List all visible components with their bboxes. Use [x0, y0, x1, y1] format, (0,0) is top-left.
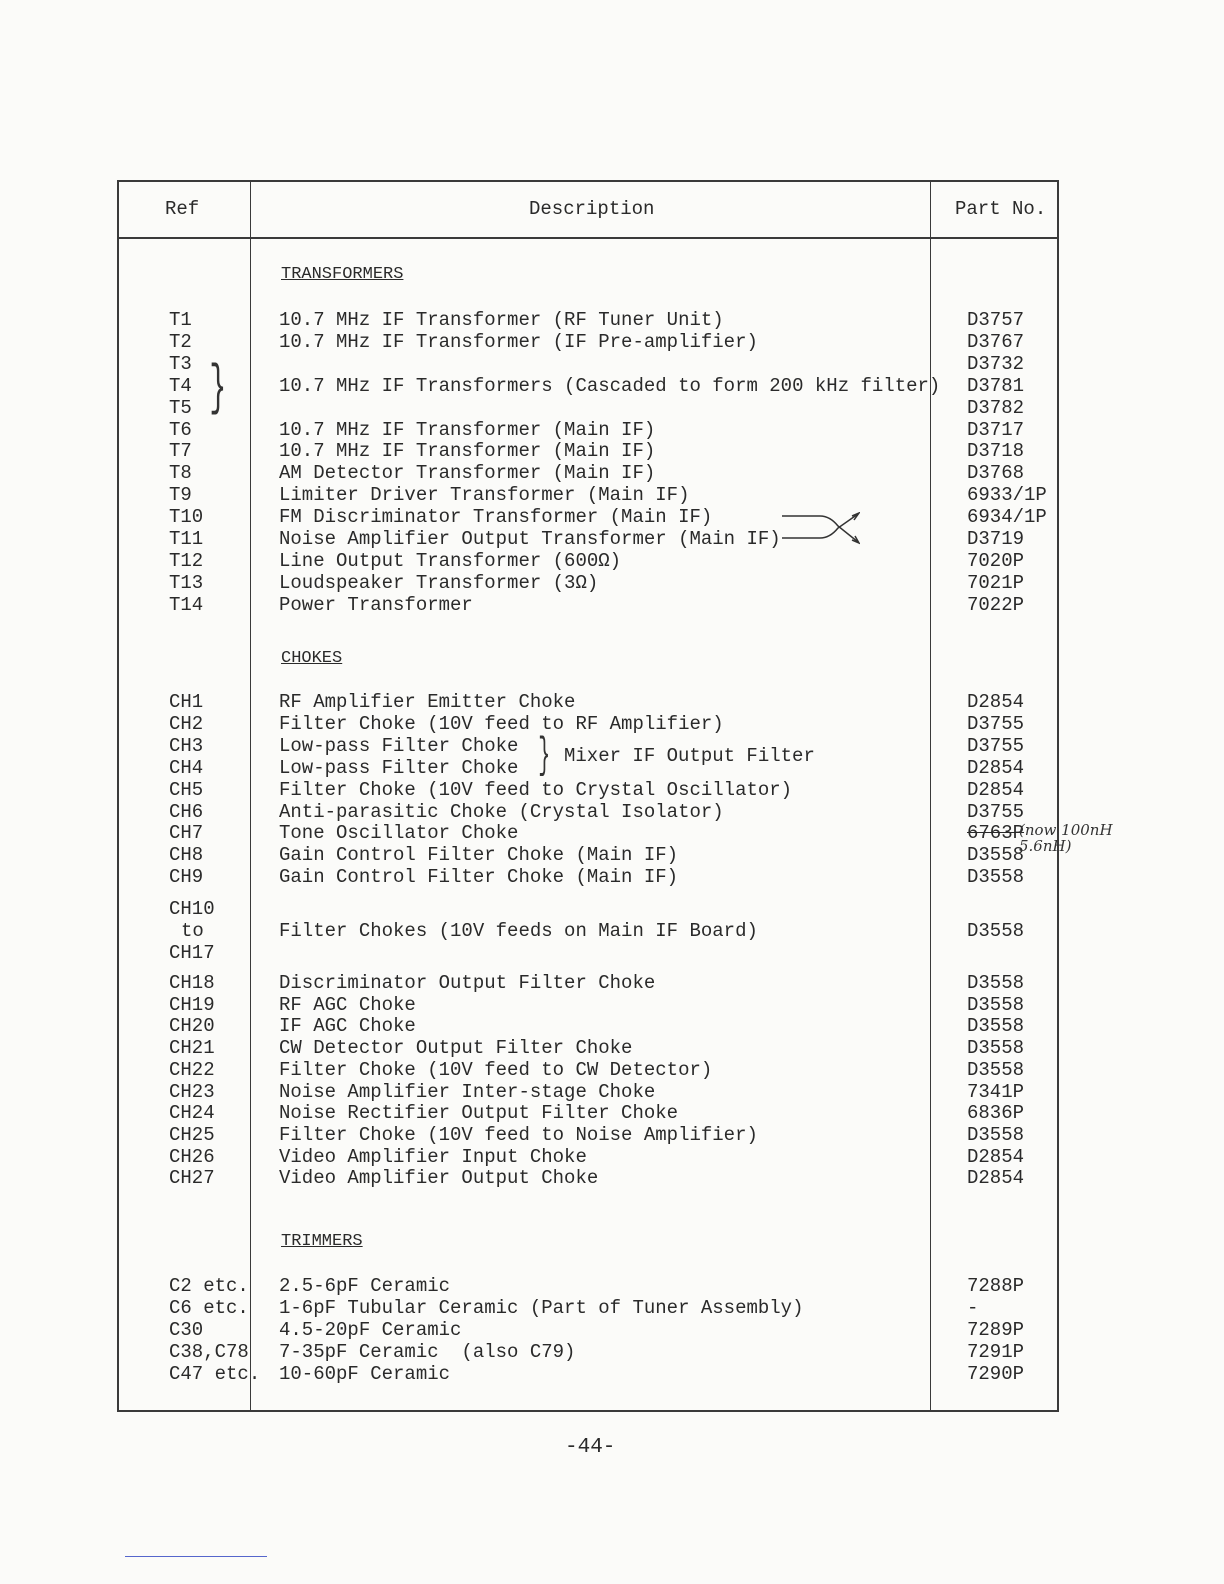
table-row [119, 1319, 1057, 1341]
cell-part: 7341P [967, 1080, 1025, 1103]
cell-part: D2854 [967, 756, 1025, 779]
cell-ref: CH8 [169, 844, 204, 867]
cell-desc: RF AGC Choke [279, 993, 416, 1016]
cell-desc: Tone Oscillator Choke [279, 822, 519, 845]
table-row [119, 779, 1057, 801]
cell-desc: Noise Amplifier Output Transformer (Main IF) [279, 528, 781, 550]
cell-desc: RF Amplifier Emitter Choke [279, 691, 576, 713]
cell-ref: CH6 [169, 800, 204, 823]
table-row [119, 844, 1057, 866]
table-row [119, 462, 1057, 484]
cell-desc: AM Detector Transformer (Main IF) [279, 462, 656, 485]
cell-desc: Anti-parasitic Choke (Crystal Isolator) [279, 800, 724, 823]
cell-desc: Discriminator Output Filter Choke [279, 972, 656, 994]
mixer-filter-note: Mixer IF Output Filter [564, 745, 815, 767]
cell-desc: CW Detector Output Filter Choke [279, 1037, 633, 1060]
cell-part: D3717 [967, 418, 1025, 441]
section-trimmers: TRIMMERS [281, 1232, 363, 1251]
table-row [119, 1275, 1057, 1297]
header-divider [119, 237, 1057, 239]
cell-desc: 10.7 MHz IF Transformers (Cascaded to form 200 kHz filter) [279, 374, 941, 397]
cell-part: D2854 [967, 691, 1025, 713]
swap-arrows-icon [780, 512, 860, 552]
cell-ref: T10 [169, 506, 204, 529]
footer-rule [125, 1556, 267, 1557]
table-row [119, 1167, 1057, 1189]
cell-desc: IF AGC Choke [279, 1015, 416, 1038]
cell-desc: 10-60pF Ceramic [279, 1362, 451, 1385]
cell-part: 6934/1P [967, 506, 1047, 529]
cell-part: D3558 [967, 993, 1025, 1016]
cell-ref: T2 [169, 330, 192, 353]
cell-ref: CH21 [169, 1037, 215, 1060]
cell-desc: Video Amplifier Output Choke [279, 1167, 599, 1190]
table-row [119, 972, 1057, 994]
cell-desc: Filter Choke (10V feed to CW Detector) [279, 1058, 713, 1081]
cell-part: D3782 [967, 396, 1025, 419]
cell-part: D3768 [967, 462, 1025, 485]
brace-t3-t5: } [209, 356, 227, 420]
cell-part: 6933/1P [967, 484, 1047, 507]
cell-ref: T13 [169, 571, 204, 594]
table-row [119, 1102, 1057, 1124]
cell-ref: CH4 [169, 756, 204, 779]
cell-ref: T12 [169, 549, 204, 572]
cell-desc: Loudspeaker Transformer (3Ω) [279, 571, 599, 594]
table-row [119, 506, 1057, 528]
cell-ref: C47 etc. [169, 1362, 261, 1385]
cell-ref: C2 etc. [169, 1275, 249, 1297]
cell-ref: T14 [169, 593, 204, 616]
cell-desc: Low-pass Filter Choke [279, 756, 519, 779]
cell-part: D3755 [967, 800, 1025, 823]
cell-part: D3781 [967, 374, 1025, 397]
table-row [119, 440, 1057, 462]
cell-part: D3767 [967, 330, 1025, 353]
cell-desc: Filter Choke (10V feed to Crystal Oscillator) [279, 778, 793, 801]
cell-ref: T4 [169, 374, 192, 397]
cell-ref: CH27 [169, 1167, 215, 1190]
table-row [119, 572, 1057, 594]
cell-part: D3558 [967, 1123, 1025, 1146]
cell-part: 6836P [967, 1102, 1025, 1125]
cell-part: D3719 [967, 528, 1025, 550]
table-row [119, 713, 1057, 735]
cell-part: 6763P [967, 822, 1025, 845]
table-row [119, 691, 1057, 713]
cell-ref: CH26 [169, 1145, 215, 1168]
table-row [119, 309, 1057, 331]
group-desc: Filter Chokes (10V feeds on Main IF Board) D3558 [279, 920, 1025, 942]
cell-desc: 10.7 MHz IF Transformer (IF Pre-amplifier) [279, 330, 758, 353]
table-row [119, 331, 1057, 353]
table-row [119, 419, 1057, 441]
header-part-no: Part No. [955, 198, 1047, 220]
cell-part: D2854 [967, 1145, 1025, 1168]
parts-table [117, 180, 1113, 1412]
cell-part: D3558 [967, 866, 1025, 889]
cell-desc: Limiter Driver Transformer (Main IF) [279, 484, 690, 507]
table-row [119, 1124, 1057, 1146]
table-row [119, 994, 1057, 1016]
cell-desc: Gain Control Filter Choke (Main IF) [279, 844, 679, 867]
cell-desc: Gain Control Filter Choke (Main IF) [279, 866, 679, 889]
table-row [119, 801, 1057, 823]
header-ref: Ref [165, 198, 200, 220]
page-number: -44- [565, 1436, 616, 1459]
cell-part: D3558 [967, 1037, 1025, 1060]
cell-ref: C30 [169, 1318, 204, 1341]
section-transformers: TRANSFORMERS [281, 265, 404, 284]
cell-part: D3558 [967, 1015, 1025, 1038]
table-row [119, 1341, 1057, 1363]
cell-part: - [967, 1296, 979, 1319]
group-ref-mid: to [181, 920, 204, 942]
cell-ref: T8 [169, 462, 192, 485]
cell-ref: T11 [169, 528, 204, 550]
cell-part: 7288P [967, 1275, 1025, 1297]
cell-desc: 10.7 MHz IF Transformer (Main IF) [279, 418, 656, 441]
cell-part: D3755 [967, 712, 1025, 735]
cell-part: D3558 [967, 1058, 1025, 1081]
table-row [119, 1081, 1057, 1103]
cell-desc: Power Transformer [279, 593, 473, 616]
group-ref-top: CH10 [169, 898, 215, 920]
cell-part: 7021P [967, 571, 1025, 594]
table-row [119, 353, 1057, 375]
cell-ref: CH1 [169, 691, 204, 713]
cell-part: D3757 [967, 309, 1025, 331]
cell-ref: T3 [169, 352, 192, 375]
cell-desc: 10.7 MHz IF Transformer (RF Tuner Unit) [279, 309, 724, 331]
table-row [119, 1059, 1057, 1081]
cell-ref: T9 [169, 484, 192, 507]
cell-part: D2854 [967, 1167, 1025, 1190]
cell-ref: T5 [169, 396, 192, 419]
table-row [119, 1363, 1057, 1385]
cell-desc: 2.5-6pF Ceramic [279, 1275, 451, 1297]
cell-part: D3558 [967, 844, 1025, 867]
table-row [119, 528, 1057, 550]
cell-ref: CH20 [169, 1015, 215, 1038]
cell-desc: 7-35pF Ceramic (also C79) [279, 1340, 576, 1363]
table-row [119, 1146, 1057, 1168]
cell-desc: Low-pass Filter Choke [279, 734, 519, 757]
cell-desc: Filter Choke (10V feed to Noise Amplifier) [279, 1123, 758, 1146]
table-row [119, 484, 1057, 506]
cell-part: D3558 [967, 972, 1025, 994]
cell-desc: 4.5-20pF Ceramic [279, 1318, 462, 1341]
cell-part: 7022P [967, 593, 1025, 616]
cell-desc: 1-6pF Tubular Ceramic (Part of Tuner Assembly) [279, 1296, 804, 1319]
header-description: Description [529, 198, 655, 220]
table-row [119, 550, 1057, 572]
cell-part: 7291P [967, 1340, 1025, 1363]
cell-ref: CH24 [169, 1102, 215, 1125]
table-row [119, 1037, 1057, 1059]
cell-part: 7290P [967, 1362, 1025, 1385]
cell-desc: Noise Rectifier Output Filter Choke [279, 1102, 679, 1125]
cell-desc: Video Amplifier Input Choke [279, 1145, 587, 1168]
cell-ref: CH18 [169, 972, 215, 994]
handwritten-note: (now 100nH 5.6nH) [1019, 821, 1113, 855]
section-chokes: CHOKES [281, 649, 343, 668]
cell-ref: C6 etc. [169, 1296, 249, 1319]
cell-desc: 10.7 MHz IF Transformer (Main IF) [279, 440, 656, 463]
cell-part: D3732 [967, 352, 1025, 375]
brace-ch3-ch4: } [538, 731, 551, 781]
table-row [119, 1015, 1057, 1037]
table-row [119, 375, 1057, 397]
cell-ref: CH23 [169, 1080, 215, 1103]
cell-ref: C38,C78 [169, 1340, 249, 1363]
group-ref-bot: CH17 [169, 942, 215, 964]
cell-part: D2854 [967, 778, 1025, 801]
table-row [119, 822, 1057, 844]
cell-desc: Line Output Transformer (600Ω) [279, 549, 622, 572]
cell-ref: CH22 [169, 1058, 215, 1081]
cell-ref: T1 [169, 309, 192, 331]
cell-part: 7020P [967, 549, 1025, 572]
cell-part: 7289P [967, 1318, 1025, 1341]
cell-ref: CH5 [169, 778, 204, 801]
cell-ref: CH25 [169, 1123, 215, 1146]
cell-part: D3755 [967, 734, 1025, 757]
cell-ref: CH3 [169, 734, 204, 757]
cell-ref: CH2 [169, 712, 204, 735]
cell-desc: Filter Choke (10V feed to RF Amplifier) [279, 712, 724, 735]
cell-part: D3718 [967, 440, 1025, 463]
cell-desc: FM Discriminator Transformer (Main IF) [279, 506, 713, 529]
table-row [119, 594, 1057, 616]
cell-ref: T7 [169, 440, 192, 463]
cell-desc: Noise Amplifier Inter-stage Choke [279, 1080, 656, 1103]
table-row [119, 866, 1057, 888]
cell-ref: CH7 [169, 822, 204, 845]
cell-ref: CH9 [169, 866, 204, 889]
cell-ref: CH19 [169, 993, 215, 1016]
table-row [119, 397, 1057, 419]
table-row [119, 1297, 1057, 1319]
cell-ref: T6 [169, 418, 192, 441]
